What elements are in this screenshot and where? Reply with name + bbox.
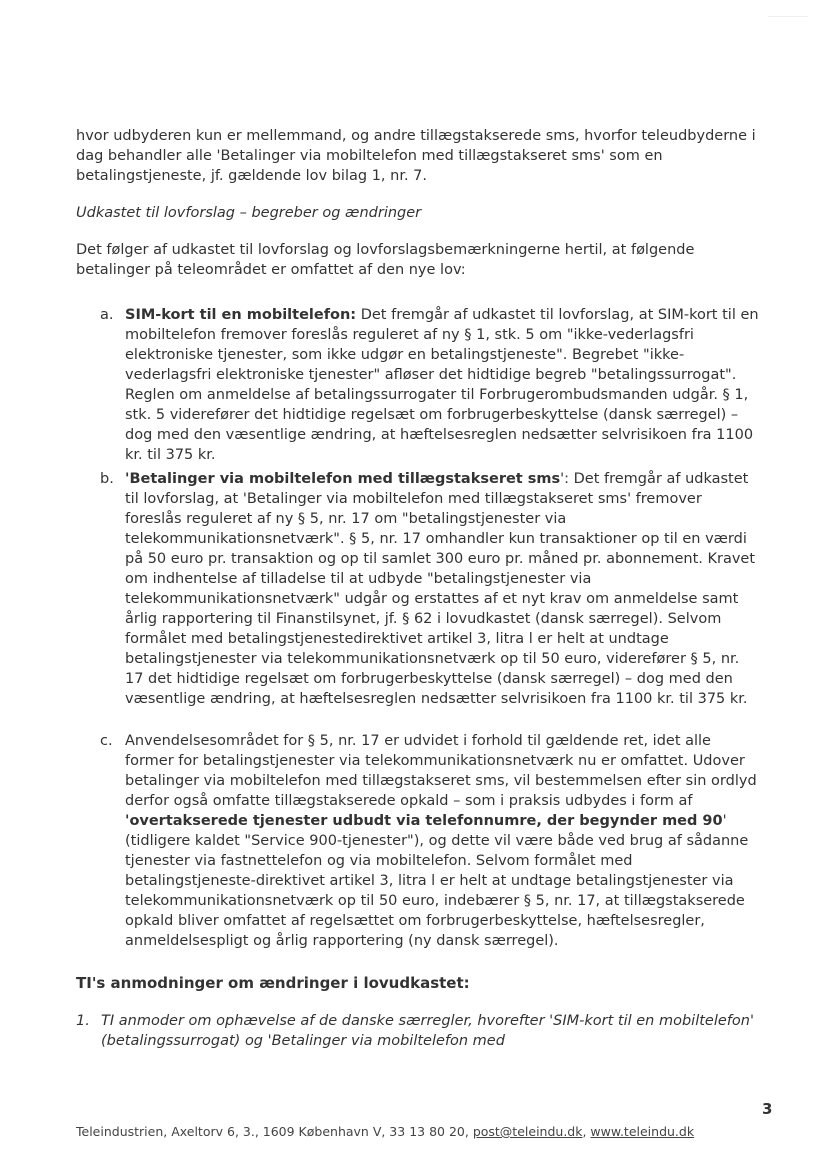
list-marker: a. — [100, 307, 114, 323]
intro-paragraph: hvor udbyderen kun er mellemmand, og andre tillægstakserede sms, hvorfor teleudbyderne i dag behandler alle 'Betalinger via mobiltelefon med tillægstakseret sms' som en betalingstjeneste, jf. gældende lov bilag 1, nr. 7. — [76, 128, 756, 184]
list-item-b — [100, 469, 760, 709]
list-item-body — [125, 305, 760, 465]
list-item-text: Det fremgår af udkastet til lovforslag, at SIM-kort til en mobiltelefon fremover foreslås reguleret af ny § 1, stk. 5 om "ikke-vederlagsfri elektroniske tjenester, som ikke udgør en betalingstjeneste". Begrebet "ikke-vederlagsfri elektroniske tjenester" afløser det hidtidige begreb "betalingssurrogat". Reglen om anmeldelse af betalingssurrogater til Forbrugerombudsmanden udgår. § 1, stk. 5 viderefører det hidtidige regelsæt om forbrugerbeskyttelse (dansk særregel) – dog med den væsentlige ændring, at hæftelsesreglen nedsætter selvrisikoen fra 1100 kr. til 375 kr. — [125, 307, 759, 463]
footer-email-link[interactable]: post@teleindu.dk — [472, 1124, 583, 1139]
list-item-text: ': Det fremgår af udkastet til lovforslag, at 'Betalinger via mobiltelefon med tillægstakseret sms' fremover foreslås reguleret af ny § 5, nr. 17 om "betalingstjenester via telekommunikationsnetværk". § 5, nr. 17 omhandler kun transaktioner op til en værdi på 50 euro pr. transaktion og op til samlet 300 euro pr. måned pr. abonnement. Kravet om indhentelse af tilladelse til at udbyde "betalingstjenester via telekommunikationsnetværk" udgår og erstattes af et nyt krav om anmeldelse samt årlig rapportering til Finanstilsynet, jf. § 62 i lovudkastet (dansk særregel). Selvom formålet med betalingstjenestedirektivet artikel 3, litra l er helt at undtage betalingstjenester via telekommunikationsnetværk op til 50 euro, viderefører § 5, nr. 17 det hidtidige regelsæt om forbrugerbeskyttelse (dansk særregel) – dog med den væsentlige ændring, at hæftelsesreglen nedsætter selvrisikoen fra 1100 kr. til 375 kr. — [125, 471, 756, 707]
footer-address: Teleindustrien, Axeltorv 6, 3., 1609 København V, 33 13 80 20, — [76, 1124, 473, 1139]
section-heading: Udkastet til lovforslag – begreber og ændringer — [76, 205, 422, 221]
request-item-text: TI anmoder om ophævelse af de danske særregler, hvorefter 'SIM-kort til en mobiltelefon' (betalingssurrogat) og 'Betalinger via mobiltelefon med — [101, 1013, 754, 1049]
footer-separator: , — [582, 1124, 591, 1139]
scan-artifact-line — [768, 16, 808, 17]
list-item-title: 'Betalinger via mobiltelefon med tillægstakseret sms — [125, 471, 561, 487]
list-item-emphasis: 'overtakserede tjenester udbudt via telefonnumre, der begynder med 90 — [125, 813, 723, 829]
list-item-a — [100, 305, 760, 465]
list-marker: 1. — [76, 1013, 90, 1029]
list-item-text: ' (tidligere kaldet "Service 900-tjenester"), og dette vil være både ved brug af sådanne tjenester via fastnettelefon og via mobiltelefon. Selvom formålet med betalingstjeneste-direktivet artikel 3, litra l er helt at undtage betalingstjenester via telekommunikationsnetværk op til 50 euro, indebærer § 5, nr. 17, at tillægstakserede opkald bliver omfattet af regelsættet om forbrugerbeskyttelse, hæftelsesregler, anmeldelsespligt og årlig rapportering (ny dansk særregel). — [125, 813, 749, 949]
page-number: 3 — [762, 1100, 773, 1118]
section-paragraph: Det følger af udkastet til lovforslag og lovforslagsbemærkningerne hertil, at følgende betalinger på teleområdet er omfattet af den nye lov: — [76, 242, 695, 278]
list-item-text: Anvendelsesområdet for § 5, nr. 17 er udvidet i forhold til gældende ret, idet alle former for betalingstjenester via telekommunikationsnetværk nu er omfattet. Udover betalinger via mobiltelefon med tillægstakseret sms, vil bestemmelsen efter sin ordlyd derfor også omfatte tillægstakserede opkald – som i praksis udbydes i form af — [125, 733, 757, 809]
footer-website-link[interactable]: www.teleindu.dk — [590, 1124, 695, 1139]
footer — [76, 1124, 796, 1139]
request-item-1 — [76, 1011, 766, 1051]
list-item-title: SIM-kort til en mobiltelefon: — [125, 307, 357, 323]
list-item-body — [125, 731, 760, 951]
list-marker: c. — [100, 733, 113, 749]
list-item-c — [100, 731, 760, 951]
list-item-body — [125, 469, 760, 709]
list-marker: b. — [100, 471, 114, 487]
requests-heading: TI's anmodninger om ændringer i lovudkastet: — [76, 974, 470, 992]
